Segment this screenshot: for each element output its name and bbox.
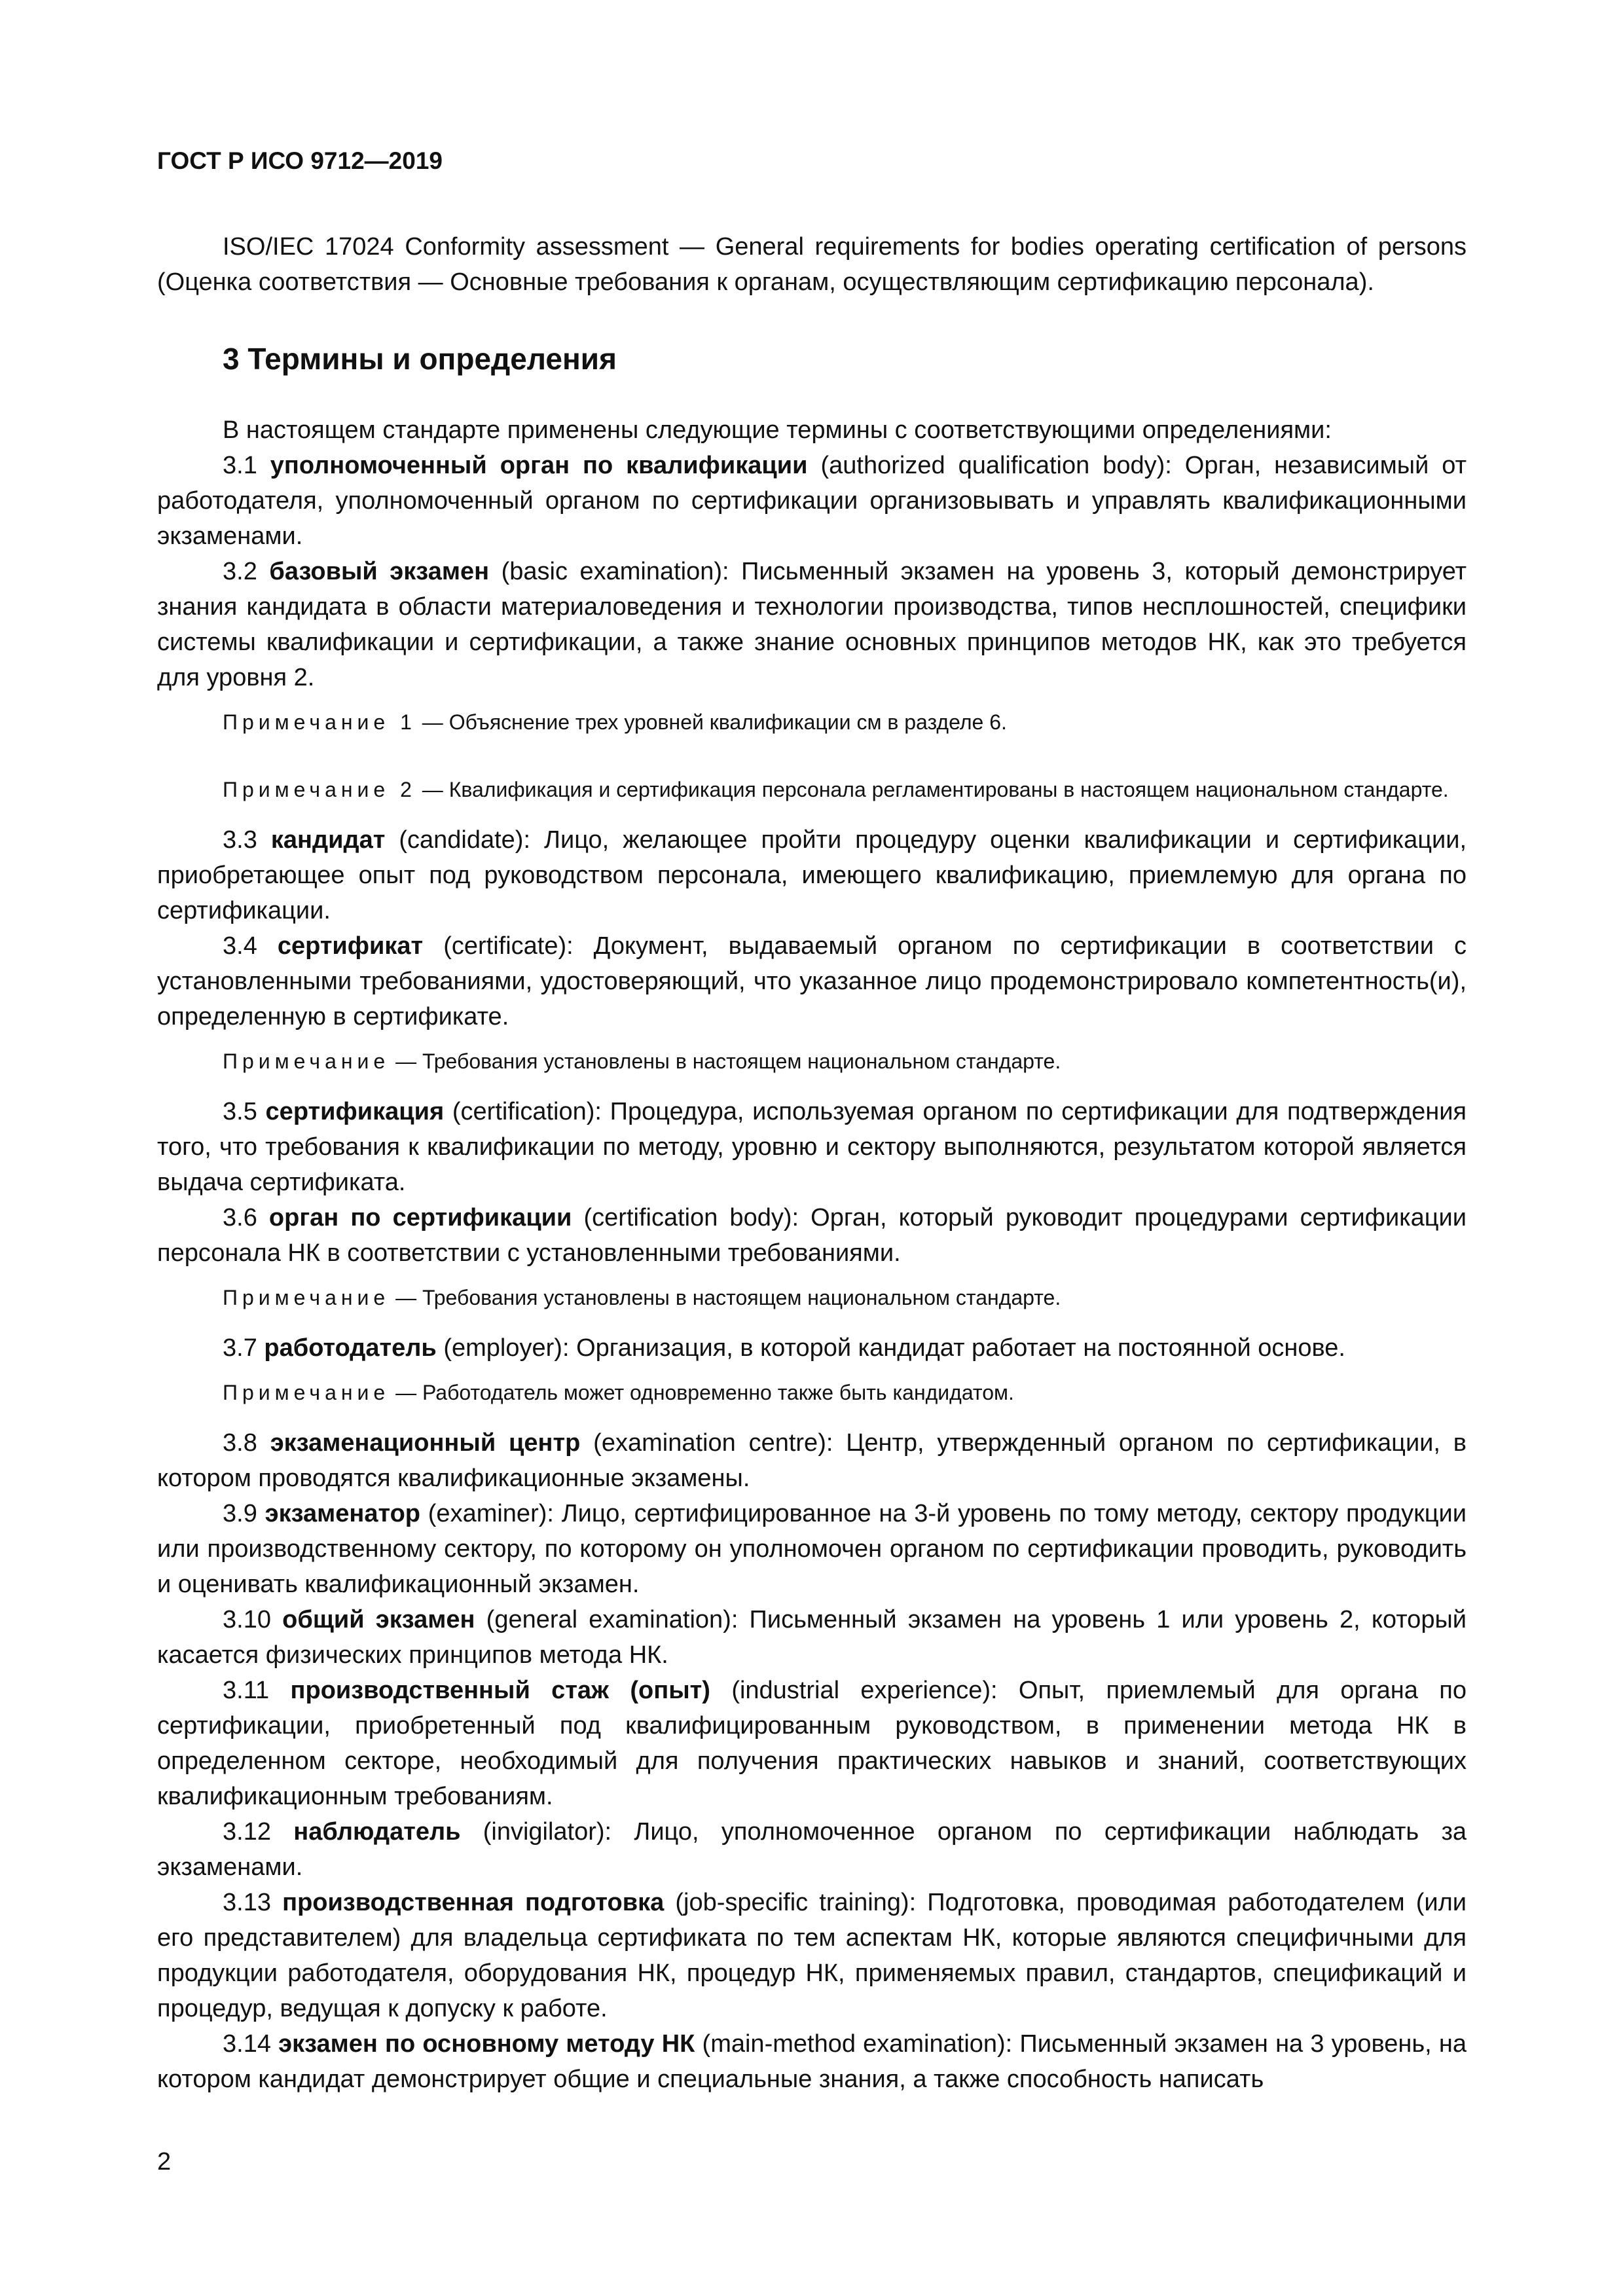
term-definition: (job-specific training): Подготовка, проводимая работодателем (или его представителем) для владельца сертификата по тем аспектам НК, которые являются специфичными для продукции работодателя, оборудования НК, процедур НК, применяемых правил, стандартов, спецификаций и процедур, ведущая к допуску к работе. <box>157 1889 1467 2022</box>
term-definition: (candidate): Лицо, желающее пройти процедуру оценки квалификации и сертификации, приобретающее опыт под руководством персонала, имеющего квалификацию, приемлемую для органа по сертификации. <box>157 826 1467 924</box>
term-definition: (general examination): Письменный экзамен на уровень 1 или уровень 2, который касается физических принципов метода НК. <box>157 1606 1467 1669</box>
note-label: Примечание <box>223 1286 390 1309</box>
term-number: 3.8 <box>223 1429 257 1457</box>
document-page <box>157 145 1467 2097</box>
term-3-4 <box>157 928 1467 1034</box>
note-label: Примечание <box>223 1049 390 1073</box>
note-label: Примечание 2 <box>223 778 416 801</box>
term-definition: (main-method examination): Письменный экзамен на 3 уровень, на котором кандидат демонстрирует общие и специальные знания, а также способность написать <box>157 2030 1467 2093</box>
document-code-header: ГОСТ Р ИСО 9712—2019 <box>157 147 443 174</box>
term-name: экзамен по основному методу НК <box>278 2030 695 2058</box>
note-text: — Требования установлены в настоящем национальном стандарте. <box>395 1049 1061 1073</box>
note-text: — Требования установлены в настоящем национальном стандарте. <box>395 1286 1061 1309</box>
term-definition: (employer): Организация, в которой кандидат работает на постоянной основе. <box>443 1334 1345 1362</box>
term-name: экзаменационный центр <box>270 1429 581 1457</box>
term-number: 3.11 <box>223 1677 270 1704</box>
term-number: 3.14 <box>223 2030 271 2058</box>
note-label: Примечание <box>223 1381 390 1404</box>
term-3-12 <box>157 1814 1467 1885</box>
term-definition: (certification): Процедура, используемая органом по сертификации для подтверждения того, что требования к квалификации по методу, уровню и сектору выполняются, результатом которой является выдача сертификата. <box>157 1098 1467 1196</box>
term-name: производственный стаж (опыт) <box>290 1677 710 1704</box>
term-definition: (certificate): Документ, выдаваемый органом по сертификации в соответствии с установленными требованиями, удостоверяющий, что указанное лицо продемонстрировало компетентность(и), определенную в сертификате. <box>157 932 1467 1030</box>
term-number: 3.13 <box>223 1889 271 1916</box>
term-definition: (invigilator): Лицо, уполномоченное органом по сертификации наблюдать за экзаменами. <box>157 1818 1467 1881</box>
note-text: — Квалификация и сертификация персонала регламентированы в настоящем национальном стандарте. <box>422 778 1449 801</box>
term-name: сертификат <box>277 932 424 960</box>
term-name: работодатель <box>264 1334 437 1362</box>
term-number: 3.6 <box>223 1204 257 1231</box>
term-3-10 <box>157 1602 1467 1673</box>
note-text: — Объяснение трех уровней квалификации см в разделе 6. <box>422 710 1007 734</box>
term-number: 3.3 <box>223 826 257 854</box>
term-name: орган по сертификации <box>268 1204 572 1231</box>
term-definition: (industrial experience): Опыт, приемлемый для органа по сертификации, приобретенный под квалифицированным руководством, в применении метода НК в определенном секторе, необходимый для получения практических навыков и знаний, соответствующих квалификационным требованиям. <box>157 1677 1467 1810</box>
term-name: базовый экзамен <box>269 558 490 585</box>
term-name: наблюдатель <box>293 1818 461 1846</box>
term-name: производственная подготовка <box>282 1889 665 1916</box>
term-name: уполномоченный орган по квалификации <box>270 452 808 479</box>
note-3-6 <box>157 1283 1467 1313</box>
normative-reference-iso-17024: ISO/IEC 17024 Conformity assessment — General requirements for bodies operating certification of persons (Оценка соответствия — Основные требования к органам, осуществляющим сертификацию персонала). <box>157 233 1467 296</box>
term-number: 3.5 <box>223 1098 257 1125</box>
section-lead: В настоящем стандарте применены следующие термины с соответствующими определениями: <box>223 416 1332 444</box>
term-definition: (examination centre): Центр, утвержденный органом по сертификации, в котором проводятся квалификационные экзамены. <box>157 1429 1467 1492</box>
term-number: 3.1 <box>223 452 257 479</box>
term-3-9 <box>157 1496 1467 1602</box>
term-3-14 <box>157 2026 1467 2097</box>
note-1 <box>157 707 1467 738</box>
term-3-11 <box>157 1673 1467 1814</box>
term-name: экзаменатор <box>264 1500 420 1527</box>
note-label: Примечание 1 <box>223 710 416 734</box>
term-number: 3.4 <box>223 932 257 960</box>
term-3-6 <box>157 1200 1467 1271</box>
term-3-8 <box>157 1425 1467 1496</box>
term-number: 3.9 <box>223 1500 257 1527</box>
note-3-7 <box>157 1377 1467 1408</box>
term-number: 3.10 <box>223 1606 271 1633</box>
note-3-4 <box>157 1046 1467 1077</box>
term-definition: (authorized qualification body): Орган, независимый от работодателя, уполномоченный органом по сертификации организовывать и управлять квалификационными экзаменами. <box>157 452 1467 550</box>
term-definition: (basic examination): Письменный экзамен на уровень 3, который демонстрирует знания кандидата в области материаловедения и технологии производства, типов несплошностей, специфики системы квалификации и сертификации, а также знание основных принципов методов НК, как это требуется для уровня 2. <box>157 558 1467 691</box>
term-3-13 <box>157 1885 1467 2026</box>
term-definition: (examiner): Лицо, сертифицированное на 3-й уровень по тому методу, сектору продукции или производственному сектору, по которому он уполномочен органом по сертификации проводить, руководить и оценивать квалификационный экзамен. <box>157 1500 1467 1598</box>
term-3-1 <box>157 448 1467 554</box>
term-3-3 <box>157 822 1467 928</box>
term-3-5 <box>157 1094 1467 1200</box>
term-number: 3.12 <box>223 1818 271 1846</box>
term-3-7 <box>157 1330 1467 1366</box>
term-definition: (certification body): Орган, который руководит процедурами сертификации персонала НК в соответствии с установленными требованиями. <box>157 1204 1467 1267</box>
term-name: кандидат <box>270 826 386 854</box>
term-name: общий экзамен <box>282 1606 475 1633</box>
term-3-2 <box>157 554 1467 695</box>
page-number: 2 <box>157 2148 172 2176</box>
term-number: 3.2 <box>223 558 257 585</box>
term-name: сертификация <box>265 1098 445 1125</box>
note-2 <box>157 774 1467 805</box>
section-title: 3 Термины и определения <box>223 342 617 376</box>
note-text: — Работодатель может одновременно также быть кандидатом. <box>395 1381 1014 1404</box>
term-number: 3.7 <box>223 1334 257 1362</box>
